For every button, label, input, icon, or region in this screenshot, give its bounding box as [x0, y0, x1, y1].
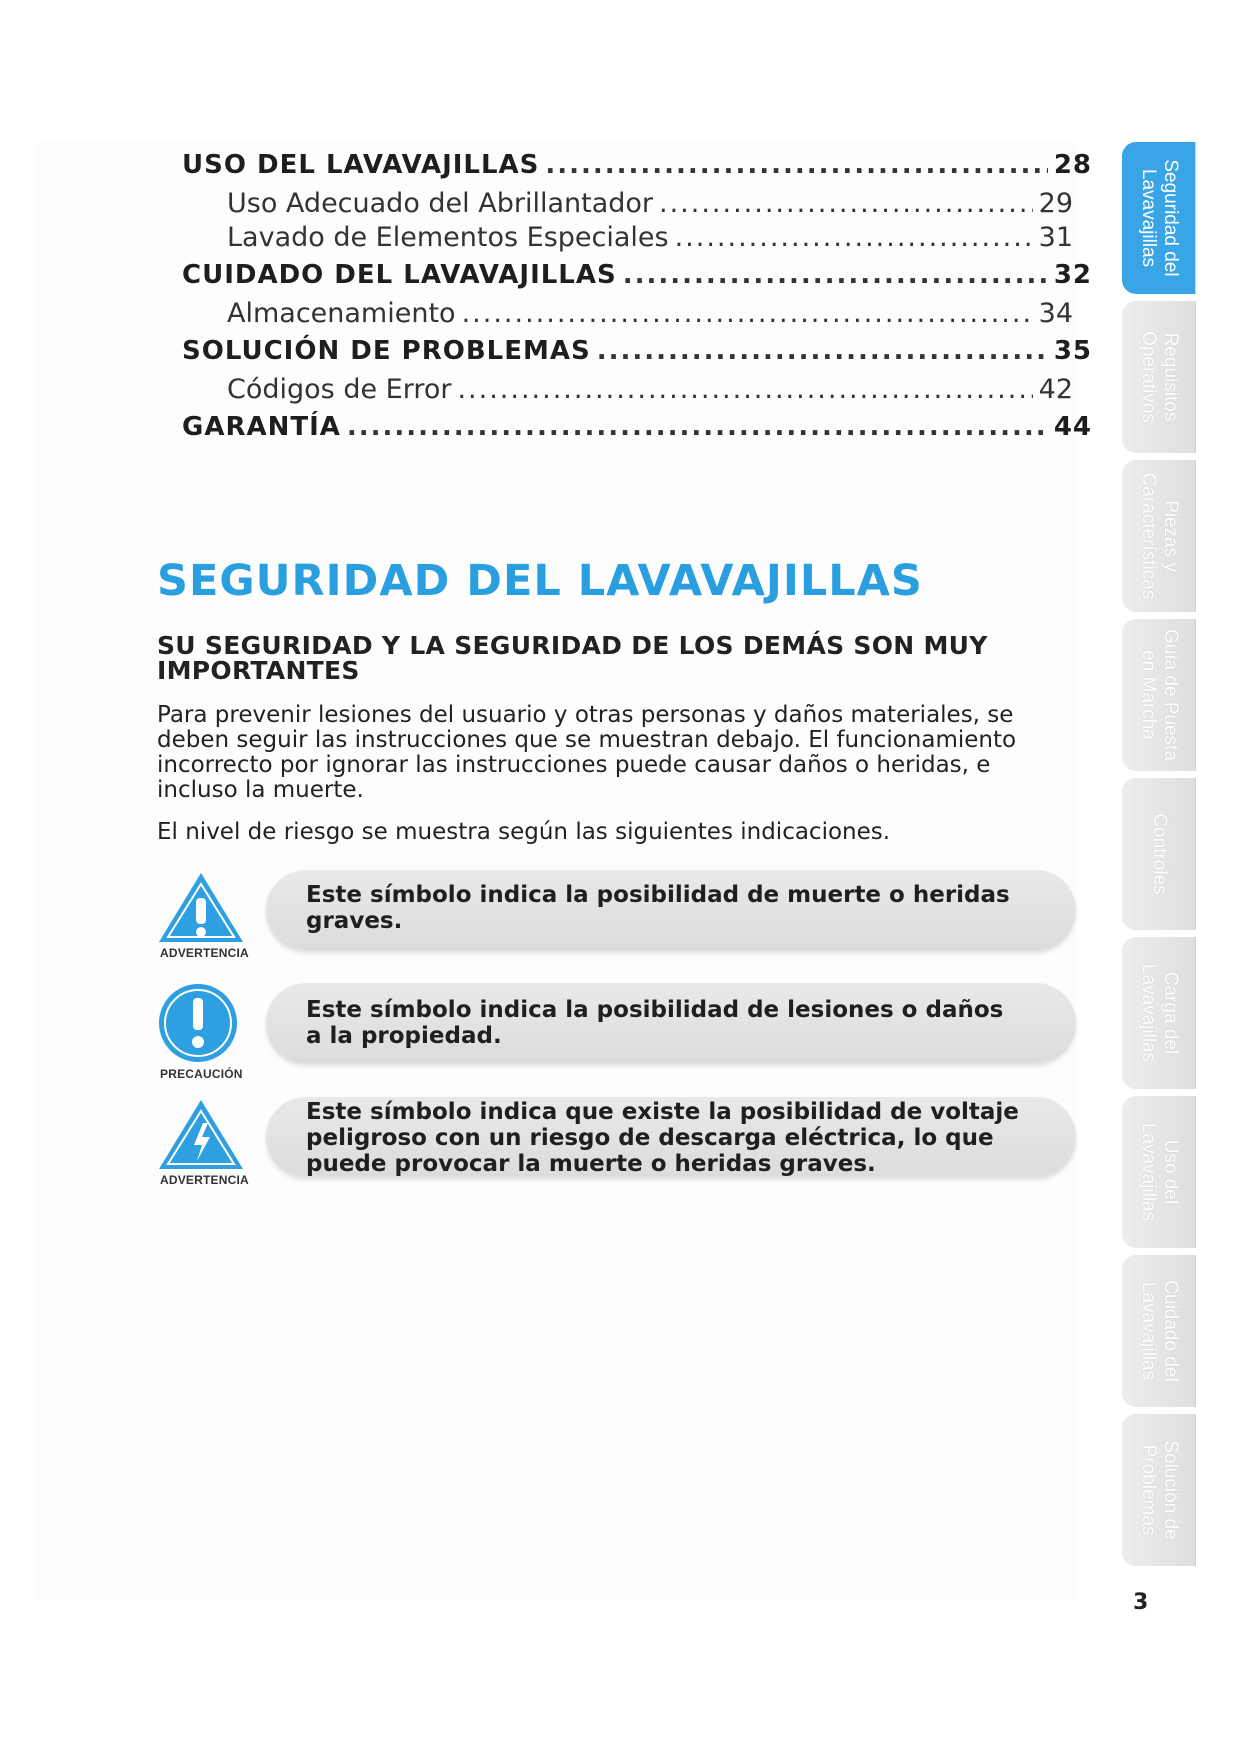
toc-entry-page: 31 — [1038, 222, 1073, 253]
tab-label: Controles — [1149, 813, 1170, 895]
toc-entry[interactable] — [182, 260, 1092, 298]
toc-leader-dots — [347, 412, 1048, 442]
toc-entry-page: 35 — [1053, 336, 1092, 366]
table-of-contents — [182, 150, 1092, 450]
toc-entry-page: 42 — [1038, 374, 1073, 405]
tab-requisitos[interactable] — [1122, 301, 1196, 453]
toc-entry[interactable] — [182, 412, 1092, 450]
subsection-title: SU SEGURIDAD Y LA SEGURIDAD DE LOS DEMÁS SON MUY IMPORTANTES — [157, 631, 988, 685]
toc-entry-page: 34 — [1038, 298, 1073, 329]
tab-label: Solución de Problemas — [1138, 1440, 1181, 1540]
page-number: 3 — [1133, 1590, 1149, 1615]
tab-label: Guía de Puesta en Marcha — [1138, 628, 1181, 762]
toc-entry[interactable] — [182, 222, 1073, 256]
symbol-row-electric-shock — [156, 1097, 1076, 1197]
toc-entry-label: Códigos de Error — [227, 374, 452, 405]
toc-entry-page: 29 — [1038, 188, 1073, 219]
intro-paragraph: Para prevenir lesiones del usuario y otras personas y daños materiales, se deben seguir las instrucciones que se muestran debajo. El funcionamiento incorrecto por ignorar las instrucciones puede causar daños o heridas, e incluso la muerte. — [157, 702, 1017, 803]
toc-entry-label: GARANTÍA — [182, 412, 341, 442]
tab-label: Piezas y Características — [1138, 472, 1181, 600]
toc-entry-label: Lavado de Elementos Especiales — [227, 222, 669, 253]
toc-leader-dots — [545, 150, 1047, 180]
symbol-row-warning — [156, 870, 1076, 970]
tab-guia[interactable] — [1122, 619, 1196, 771]
toc-leader-dots — [623, 260, 1048, 290]
toc-entry-page: 44 — [1053, 412, 1092, 442]
tab-label: Seguridad del Lavavajillas — [1138, 159, 1181, 277]
toc-entry[interactable] — [182, 150, 1092, 188]
symbol-description: Este símbolo indica la posibilidad de lesiones o daños a la propiedad. — [306, 997, 1004, 1049]
toc-entry[interactable] — [182, 298, 1073, 332]
toc-leader-dots — [462, 298, 1033, 329]
toc-entry[interactable] — [182, 336, 1092, 374]
toc-entry-label: CUIDADO DEL LAVAVAJILLAS — [182, 260, 617, 290]
tab-label: Uso del Lavavajillas — [1138, 1122, 1181, 1222]
tab-label: Cuidado del Lavavajillas — [1138, 1280, 1181, 1382]
toc-entry[interactable] — [182, 188, 1073, 222]
toc-leader-dots — [457, 374, 1032, 405]
symbol-caption: ADVERTENCIA — [160, 946, 249, 960]
toc-entry-page: 32 — [1053, 260, 1092, 290]
tab-label: Requisitos Operativos — [1138, 331, 1181, 423]
tab-carga[interactable] — [1122, 937, 1196, 1089]
toc-entry-label: SOLUCIÓN DE PROBLEMAS — [182, 336, 591, 366]
tab-solucion[interactable] — [1122, 1414, 1196, 1566]
toc-entry-label: Almacenamiento — [227, 298, 456, 329]
side-tab-navigation — [1122, 142, 1196, 1573]
toc-leader-dots — [659, 188, 1033, 219]
tab-seguridad[interactable] — [1122, 142, 1196, 294]
symbol-caption: ADVERTENCIA — [160, 1173, 249, 1187]
risk-level-paragraph: El nivel de riesgo se muestra según las siguientes indicaciones. — [157, 819, 891, 845]
toc-entry-page: 28 — [1053, 150, 1092, 180]
symbol-row-caution — [156, 983, 1076, 1083]
symbol-description: Este símbolo indica que existe la posibilidad de voltaje peligroso con un riesgo de descarga eléctrica, lo que puede provocar la muerte o heridas graves. — [306, 1099, 1019, 1177]
toc-entry-label: Uso Adecuado del Abrillantador — [227, 188, 654, 219]
section-title: SEGURIDAD DEL LAVAVAJILLAS — [157, 556, 923, 606]
toc-leader-dots — [597, 336, 1048, 366]
tab-controles[interactable] — [1122, 778, 1196, 930]
tab-piezas[interactable] — [1122, 460, 1196, 612]
caution-circle-icon — [156, 983, 246, 1078]
tab-label: Carga del Lavavajillas — [1138, 963, 1181, 1063]
toc-leader-dots — [675, 222, 1033, 253]
symbol-description: Este símbolo indica la posibilidad de muerte o heridas graves. — [306, 882, 1010, 934]
symbol-caption: PRECAUCIÓN — [160, 1067, 243, 1081]
tab-uso[interactable] — [1122, 1096, 1196, 1248]
toc-entry[interactable] — [182, 374, 1073, 408]
toc-entry-label: USO DEL LAVAVAJILLAS — [182, 150, 540, 180]
tab-cuidado[interactable] — [1122, 1255, 1196, 1407]
